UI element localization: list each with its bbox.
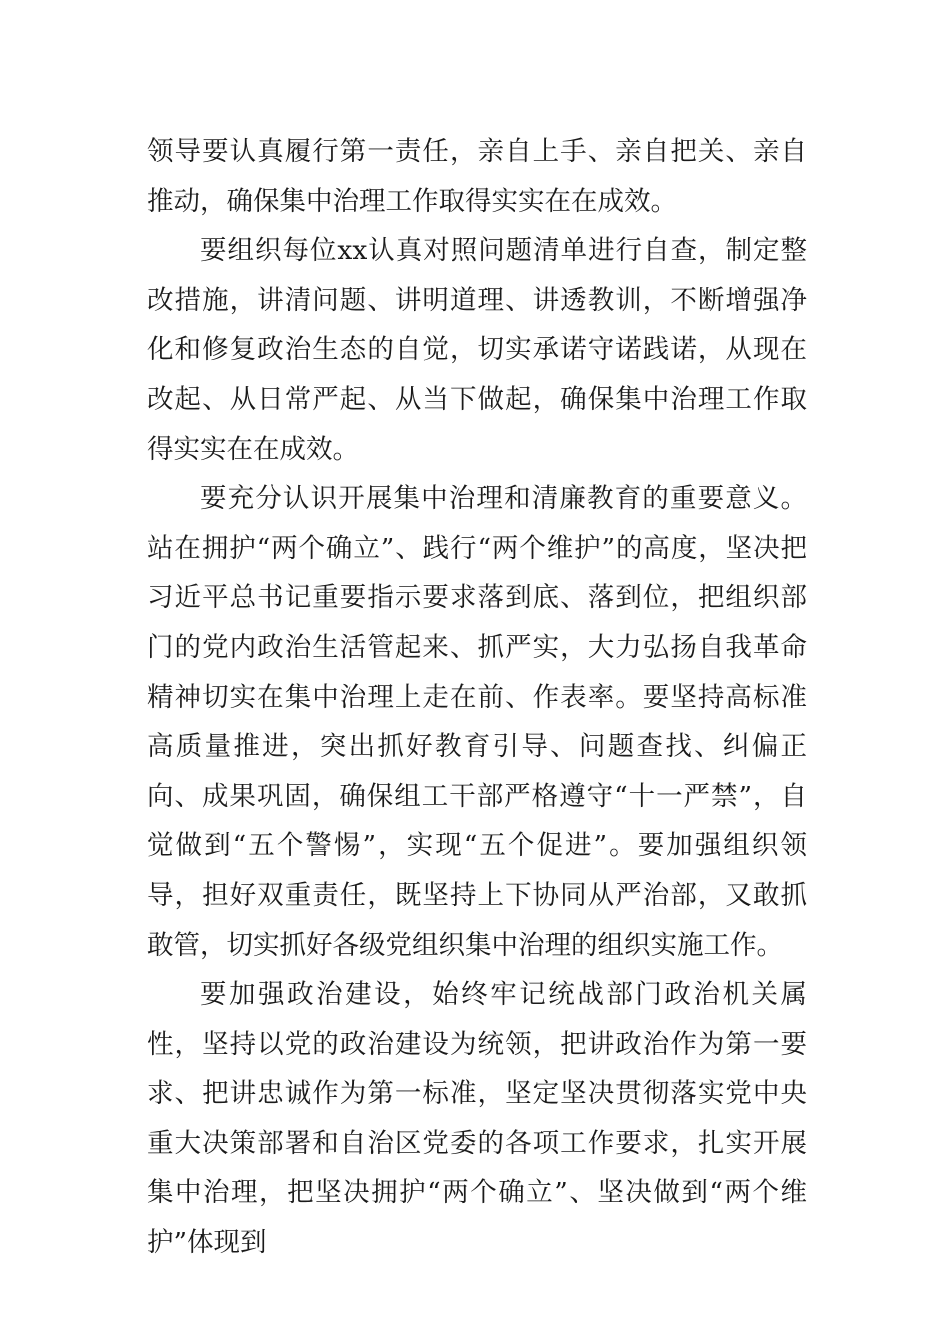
paragraph-2: 要组织每位xx认真对照问题清单进行自查，制定整改措施，讲清问题、讲明道理、讲透教训，不断增强净化和修复政治生态的自觉，切实承诺守诺践诺，从现在改起、从日常严起、从当下做起，确保集中治理工作取得实实在在成效。: [147, 235, 807, 465]
paragraph-4: 要加强政治建设，始终牢记统战部门政治机关属性，坚持以党的政治建设为统领，把讲政治作为第一要求、把讲忠诚作为第一标准，坚定坚决贯彻落实党中央重大决策部署和自治区党委的各项工作要求，扎实开展集中治理，把坚决拥护“两个确立”、坚决做到“两个维护”体现到: [147, 979, 807, 1259]
paragraph-1: 领导要认真履行第一责任，亲自上手、亲自把关、亲自推动，确保集中治理工作取得实实在在成效。: [147, 136, 807, 217]
document-body: [147, 127, 807, 1268]
paragraph-3: 要充分认识开展集中治理和清廉教育的重要意义。站在拥护“两个确立”、践行“两个维护”的高度，坚决把习近平总书记重要指示要求落到底、落到位，把组织部门的党内政治生活管起来、抓严实，大力弘扬自我革命精神切实在集中治理上走在前、作表率。要坚持高标准高质量推进，突出抓好教育引导、问题查找、纠偏正向、成果巩固，确保组工干部严格遵守“十一严禁”，自觉做到“五个警惕”，实现“五个促进”。要加强组织领导，担好双重责任，既坚持上下协同从严治部，又敢抓敢管，切实抓好各级党组织集中治理的组织实施工作。: [147, 483, 807, 961]
